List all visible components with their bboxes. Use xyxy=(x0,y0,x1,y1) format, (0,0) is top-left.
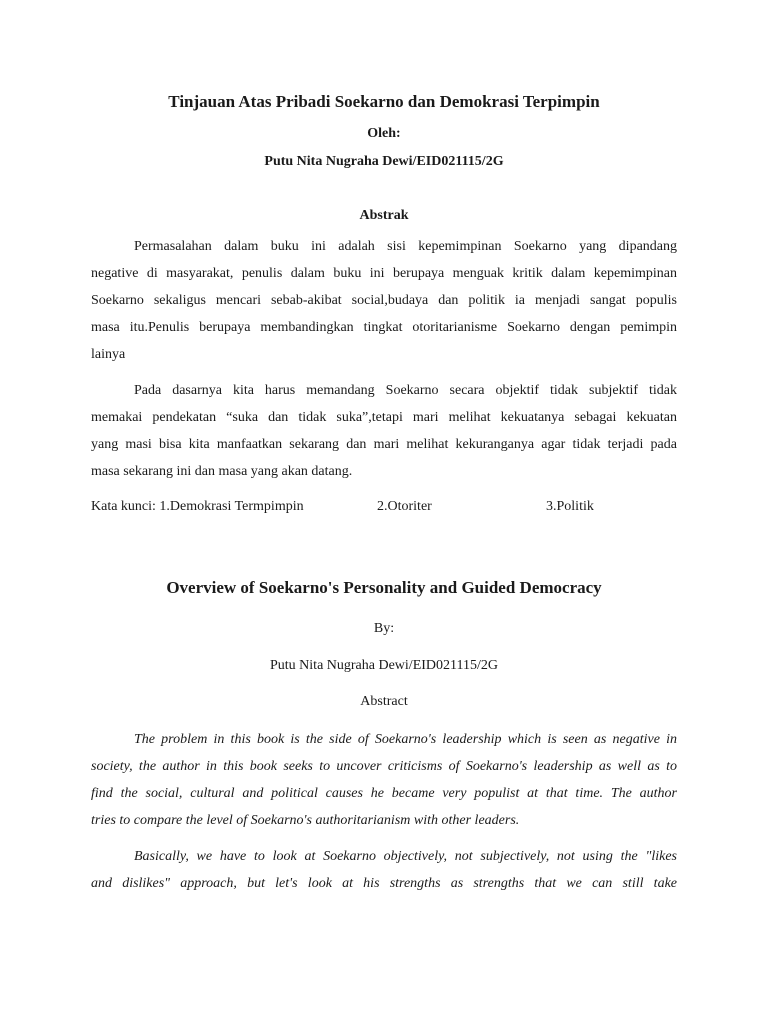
indonesian-abstract-paragraph-1 xyxy=(91,233,677,368)
paragraph-line: memakai pendekatan “suka dan tidak suka”,tetapi mari melihat kekuatanya sebagai kekuatan xyxy=(91,410,677,425)
keywords-label: Kata kunci: 1.Demokrasi Termpimpin xyxy=(91,499,304,514)
paragraph-line: Pada dasarnya kita harus memandang Soekarno secara objektif tidak subjektif tidak xyxy=(134,383,677,398)
english-abstract-heading: Abstract xyxy=(360,694,408,709)
paragraph-line: Soekarno sekaligus mencari sebab-akibat social,budaya dan politik ia menjadi sangat populis xyxy=(91,293,677,308)
indonesian-abstract-heading: Abstrak xyxy=(359,208,409,223)
english-abstract-paragraph-1 xyxy=(91,726,677,834)
indonesian-title: Tinjauan Atas Pribadi Soekarno dan Demokrasi Terpimpin xyxy=(168,92,600,111)
paragraph-line: lainya xyxy=(91,347,126,362)
paragraph-line: yang masi bisa kita manfaatkan sekarang dan mari melihat kekuranganya agar tidak terjadi pada xyxy=(91,437,677,452)
paragraph-line: negative di masyarakat, penulis dalam buku ini berupaya menguak kritik dalam kepemimpinan xyxy=(91,266,677,281)
keyword-3: 3.Politik xyxy=(546,499,594,514)
indonesian-by-label: Oleh: xyxy=(367,126,401,141)
english-author: Putu Nita Nugraha Dewi/EID021115/2G xyxy=(270,658,498,673)
english-by-label: By: xyxy=(373,621,395,636)
paragraph-line: The problem in this book is the side of Soekarno's leadership which is seen as negative in xyxy=(134,732,677,747)
paragraph-line: Permasalahan dalam buku ini adalah sisi kepemimpinan Soekarno yang dipandang xyxy=(134,239,677,254)
paragraph-line: and dislikes" approach, but let's look at his strengths as strengths that we can still take xyxy=(91,876,677,891)
paragraph-line: find the social, cultural and political causes he became very populist at that time. The author xyxy=(91,786,677,801)
indonesian-abstract-paragraph-2 xyxy=(91,377,677,485)
english-abstract-paragraph-2 xyxy=(91,843,677,897)
paragraph-line: masa sekarang ini dan masa yang akan datang. xyxy=(91,464,353,479)
paragraph-line: masa itu.Penulis berupaya membandingkan tingkat otoritarianisme Soekarno dengan pemimpin xyxy=(91,320,677,335)
english-title: Overview of Soekarno's Personality and Guided Democracy xyxy=(166,578,602,597)
keyword-2: 2.Otoriter xyxy=(377,499,432,514)
paragraph-line: society, the author in this book seeks to uncover criticisms of Soekarno's leadership as well as to xyxy=(91,759,677,774)
paragraph-line: Basically, we have to look at Soekarno objectively, not subjectively, not using the "likes xyxy=(134,849,677,864)
indonesian-author: Putu Nita Nugraha Dewi/EID021115/2G xyxy=(264,154,504,169)
paragraph-line: tries to compare the level of Soekarno's authoritarianism with other leaders. xyxy=(91,813,520,828)
